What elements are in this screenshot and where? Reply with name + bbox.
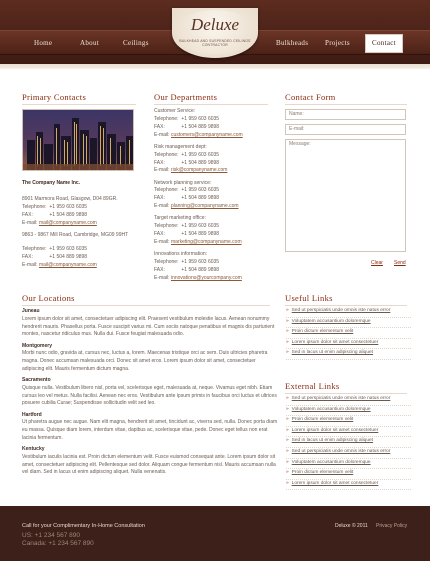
location-city: Hartford — [22, 411, 42, 418]
double-chevron-icon: » — [286, 308, 289, 313]
fax-label: FAX: — [154, 266, 165, 273]
office-2-fax: +1 504 889 9898 — [49, 253, 88, 260]
link-text[interactable]: Proin dictum elementum velit — [291, 417, 354, 423]
location-city: Kentucky — [22, 446, 45, 452]
privacy-policy-link[interactable]: Privacy Policy — [376, 523, 408, 529]
departments-list — [154, 108, 274, 287]
location-city: Montgomery — [22, 342, 52, 349]
fax-label: FAX: — [154, 123, 165, 130]
department-entry — [154, 251, 274, 283]
nav-contact[interactable]: Contact — [365, 34, 403, 53]
office-1-telephone: +1 959 603 6035 — [49, 203, 88, 210]
double-chevron-icon: » — [286, 318, 289, 324]
double-chevron-icon: » — [286, 448, 289, 454]
divider — [22, 104, 136, 105]
telephone-label: Telephone: — [22, 245, 47, 252]
department-telephone: +1 959 603 6035 — [181, 258, 220, 265]
primary-contacts-heading: Primary Contacts — [22, 92, 87, 102]
nav-about[interactable]: About — [80, 39, 99, 47]
link-item[interactable] — [286, 328, 411, 339]
double-chevron-icon: » — [286, 427, 289, 433]
telephone-label: Telephone: — [154, 187, 179, 194]
logo-title: Deluxe — [190, 15, 240, 34]
external-links-list — [286, 395, 411, 490]
link-item[interactable] — [286, 416, 411, 427]
email-label: E-mail: — [22, 261, 38, 268]
nav-ceilings[interactable]: Ceilings — [123, 39, 149, 47]
link-text[interactable]: Proin dictum elementum velit — [291, 329, 354, 335]
double-chevron-icon: » — [286, 339, 289, 345]
email-label: E-mail: — [22, 219, 38, 226]
telephone-label: Telephone: — [154, 223, 179, 230]
link-item[interactable] — [286, 427, 411, 438]
double-chevron-icon: » — [286, 329, 289, 335]
link-text[interactable]: Voluptatem accusantium doloremque — [291, 318, 371, 324]
department-fax: +1 504 889 9898 — [181, 231, 220, 238]
email-label: E-mail: — [154, 274, 170, 281]
link-item[interactable] — [286, 339, 411, 350]
nav-bulkheads[interactable]: Bulkheads — [276, 39, 309, 47]
link-item[interactable] — [286, 448, 411, 459]
location-entry — [22, 308, 278, 339]
message-textarea[interactable]: Message: — [285, 139, 406, 252]
double-chevron-icon: » — [286, 459, 289, 465]
departments-heading: Our Departments — [154, 92, 218, 102]
telephone-label: Telephone: — [154, 115, 179, 122]
clear-button[interactable]: Clear — [371, 260, 383, 266]
department-telephone: +1 959 603 6035 — [181, 223, 220, 230]
location-entry — [22, 343, 278, 374]
send-button[interactable]: Send — [394, 260, 406, 266]
name-input[interactable]: Name: — [285, 109, 406, 120]
us-phone: US: +1 234 567 890 — [22, 532, 81, 539]
department-email-link[interactable]: risk@companyname.com — [170, 167, 228, 174]
link-text[interactable]: Voluptatem accusantium doloremque — [291, 459, 371, 465]
locations-heading: Our Locations — [22, 293, 75, 303]
link-text[interactable]: Sed in lacus ut enim adipiscing aliquet — [291, 438, 374, 444]
copyright: Deluxe © 2011 — [335, 523, 368, 529]
fax-label: FAX: — [154, 231, 165, 238]
department-fax: +1 504 889 9898 — [181, 195, 220, 202]
link-item[interactable] — [286, 395, 411, 406]
link-text[interactable]: Proin dictum elementum velit — [291, 470, 354, 476]
divider — [285, 393, 407, 394]
double-chevron-icon: » — [286, 470, 289, 476]
header-strip — [0, 64, 430, 69]
city-skyline-image — [22, 109, 134, 171]
link-text[interactable]: Sed ut perspiciatis unde omnis iste natus error — [291, 396, 391, 401]
department-name: Customer Service: — [154, 108, 196, 114]
email-label: E-mail: — [154, 203, 170, 210]
useful-links-list — [286, 307, 411, 360]
telephone-label: Telephone: — [22, 203, 47, 210]
link-item[interactable] — [286, 307, 411, 318]
location-entry — [22, 446, 278, 477]
double-chevron-icon: » — [286, 417, 289, 423]
department-fax: +1 504 889 9898 — [181, 266, 220, 273]
department-entry — [154, 108, 274, 140]
office-2-address: 9863 - 9867 Mill Road, Cambridge, MG09 99HT — [22, 232, 129, 238]
locations-list — [22, 308, 278, 481]
link-item[interactable] — [286, 437, 411, 448]
link-item[interactable] — [286, 406, 411, 417]
email-label: E-mail: — [154, 167, 170, 174]
location-description: Ut pharetra augue nec augue. Nam elit magna, hendrerit sit amet, tincidunt ac, viverra sed, nulla. Donec porta diam eu massa. Quisque diam lorem, interdum vitae, dapibus ac, scelerisque vitae, pede. Donec eget tellus non erat lacinia fermentum. — [22, 419, 278, 441]
location-description: Vestibulum iaculis lacinia est. Proin dictum elementum velit. Fusce euismod consequat ante. Lorem ipsum dolor sit amet, consectetuer adipiscing elit. Pellentesque sed dolor. Aliquam congue fermentum nisl. Mauris accumsan nulla vel diam. Sed in lacus ut enim adipiscing aliquet. Nulla venenatis. — [22, 453, 276, 476]
divider — [285, 104, 407, 105]
office-1 — [22, 196, 152, 228]
telephone-label: Telephone: — [154, 151, 179, 158]
link-text[interactable]: Sed in lacus ut enim adipiscing aliquet — [291, 350, 374, 356]
divider — [285, 305, 407, 306]
department-email-link[interactable]: innovations@yourcompany.com — [170, 274, 242, 281]
link-item[interactable] — [286, 318, 411, 329]
link-item[interactable] — [286, 459, 411, 470]
link-text[interactable]: Lorem ipsum dolor sit amet consectetuer — [291, 427, 379, 433]
department-entry — [154, 180, 274, 212]
link-text[interactable]: Voluptatem accusantium doloremque — [291, 406, 371, 412]
nav-home[interactable]: Home — [34, 39, 53, 47]
department-email-link[interactable]: marketing@companyname.com — [170, 238, 242, 245]
office-1-fax: +1 504 889 9898 — [49, 211, 88, 218]
department-fax: +1 504 889 9898 — [181, 123, 220, 130]
department-entry — [154, 144, 274, 176]
link-text[interactable]: Sed ut perspiciatis unde omnis iste natus error — [291, 308, 391, 313]
department-email-link[interactable]: customers@companyname.com — [170, 131, 243, 138]
department-telephone: +1 959 603 6035 — [181, 151, 220, 158]
double-chevron-icon: » — [286, 350, 289, 356]
office-2 — [22, 232, 152, 270]
location-description: Lorem ipsum dolor sit amet, consectetuer adipiscing elit. Praesent vestibulum molestie lacus. Aenean nonummy hendrerit mauris. Phasellus porta. Fusce suscipit varius mi. Cum sociis natoque penatibus et magnis dis parturient montes, nascetur ridiculus mus. Nulla dui. Fusce feugiat malesuada odio. — [22, 315, 275, 338]
link-text[interactable]: Lorem ipsum dolor sit amet consectetuer — [291, 339, 379, 345]
link-text[interactable]: Lorem ipsum dolor sit amet consectetuer — [291, 480, 379, 486]
department-fax: +1 504 889 9898 — [181, 159, 220, 166]
double-chevron-icon: » — [286, 406, 289, 412]
link-item[interactable] — [286, 349, 411, 360]
consultation-text: Call for your Complimentary In-Home Consultation — [22, 523, 145, 529]
fax-label: FAX: — [22, 253, 33, 260]
department-name: Target marketing office: — [154, 215, 206, 222]
department-telephone: +1 959 603 6035 — [181, 115, 220, 122]
company-name: The Company Name Inc. — [22, 180, 81, 186]
email-label: E-mail: — [154, 238, 170, 245]
divider — [22, 305, 270, 306]
contact-form-heading: Contact Form — [285, 92, 336, 102]
fax-label: FAX: — [154, 195, 165, 202]
telephone-label: Telephone: — [154, 258, 179, 265]
office-2-telephone: +1 959 603 6035 — [49, 245, 88, 252]
link-text[interactable]: Sed ut perspiciatis unde omnis iste natus error — [291, 448, 391, 454]
department-name: Risk management dept: — [154, 143, 207, 150]
department-email-link[interactable]: planning@companyname.com — [170, 203, 239, 210]
location-entry — [22, 412, 278, 443]
double-chevron-icon: » — [286, 480, 289, 486]
department-entry — [154, 215, 274, 247]
office-1-address: 8901 Marmora Road, Glasgow, D04 89GR. — [22, 196, 118, 202]
site-footer — [0, 506, 430, 561]
location-entry — [22, 377, 278, 408]
link-item[interactable] — [286, 469, 411, 480]
link-item[interactable] — [286, 480, 411, 491]
nav-projects[interactable]: Projects — [325, 39, 350, 47]
contact-company — [22, 180, 140, 188]
fax-label: FAX: — [154, 159, 165, 166]
email-label: E-mail: — [154, 131, 170, 138]
location-description: Quisque nulla. Vestibulum libero nisl, porta vel, scelerisque eget, malesuada at, neque. Vivamus eget nibh. Etiam cursus leo vel metus. Nulla facilisi. Aenean nec eros. Vestibulum ante ipsum primis in faucibus orci luctus et ultrices posuere cubilia Curae; Suspendisse sollicitudin velit sed leo. — [22, 384, 277, 407]
logo-subtitle: BULKHEAD AND SUSPENDED CEILINGS CONTRACTOR — [179, 39, 251, 48]
double-chevron-icon: » — [286, 396, 289, 401]
divider — [154, 104, 268, 105]
fax-label: FAX: — [22, 211, 33, 218]
double-chevron-icon: » — [286, 438, 289, 444]
department-telephone: +1 959 603 6035 — [181, 187, 220, 194]
office-1-email-link[interactable]: mail@companyname.com — [38, 219, 97, 226]
office-2-email-link[interactable]: mail@companyname.com — [38, 261, 97, 268]
external-links-heading: External Links — [285, 381, 340, 391]
location-city: Sacramento — [22, 377, 51, 383]
location-city: Juneau — [22, 308, 40, 314]
department-name: Network planning service: — [154, 179, 212, 186]
location-description: Morbi nunc odio, gravida at, cursus nec, luctus a, lorem. Maecenas tristique orci ac sem. Duis ultricies pharetra magna. Donec accumsan malesuada orci. Donec sit amet eros. Lorem ipsum dolor sit amet, consectetuer adipiscing elit. Mauris fermentum dictum magna. — [22, 350, 268, 372]
useful-links-heading: Useful Links — [285, 293, 333, 303]
department-name: Innovations information: — [154, 251, 208, 257]
email-input[interactable]: E-mail: — [285, 124, 406, 135]
canada-phone: Canada: +1 234 567 890 — [22, 540, 94, 547]
